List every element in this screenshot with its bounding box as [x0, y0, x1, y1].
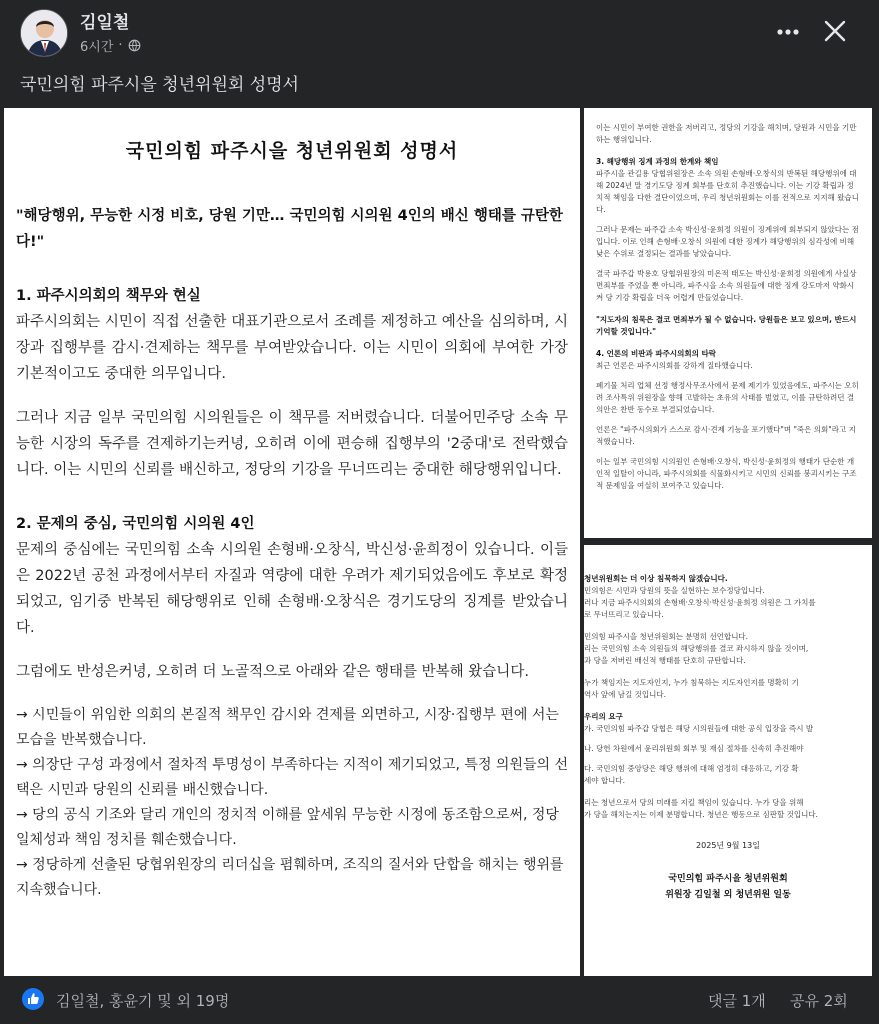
section-1-paragraph-2: 그러나 지금 일부 국민의힘 시의원들은 이 책무를 저버렸습니다. 더불어민주당 소속 무능한 시장의 독주를 견제하기는커녕, 오히려 이에 편승해 집행부의 '2중대'로 전락했습니다. 이는 시민의 신뢰를 배신하고, 정당의 기강을 무너뜨리는 중대한 해당행위입니다.	[16, 410, 568, 478]
section-3-paragraph-2: 그러나 문제는 파주갑 소속 박신성·윤희정 의원이 징계위에 회부되지 않았다는 점입니다. 이로 인해 손형배·오창식 의원에 대한 징계가 해당행위의 심각성에 비해 낮은 수위로 결정되는 결과를 낳았습니다.	[596, 225, 859, 258]
comments-count[interactable]: 댓글 1개	[708, 992, 766, 1010]
section-4-paragraph-3: 언론은 "파주시의회가 스스로 감시·견제 기능을 포기했다"며 "죽은 의회"라고 지적했습니다.	[596, 425, 856, 446]
page3-line: 역사 앞에 남길 것입니다.	[584, 690, 666, 699]
avatar-photo	[21, 10, 68, 57]
section-4-paragraph-1: 최근 언론은 파주시의회를 강하게 질타했습니다.	[596, 361, 753, 370]
bullet-item: → 의장단 구성 과정에서 절차적 투명성이 부족하다는 지적이 제기되었고, 특정 의원들의 선택은 시민과 당원의 신뢰를 배신했습니다.	[16, 757, 568, 798]
demand-item: 가. 국민의힘 파주갑 당협은 해당 시의원들에 대한 공식 입장을 즉시 발	[584, 724, 814, 733]
statement-page-1[interactable]	[4, 108, 580, 976]
page3-line: 누가 책임지는 지도자인지, 누가 침묵하는 지도자인지를 명확히 기	[584, 678, 799, 687]
post-caption: 국민의힘 파주시을 청년위원회 성명서	[20, 75, 299, 95]
bullet-item: → 당의 공식 기조와 달리 개인의 정치적 이해를 앞세워 무능한 시정에 동조함으로써, 정당 일체성과 책임 정치를 훼손했습니다.	[16, 807, 559, 848]
section-3-title: 3. 해당행위 징계 과정의 한계와 책임	[596, 157, 719, 166]
section-2-paragraph-1: 문제의 중심에는 국민의힘 소속 시의원 손형배·오창식, 박신성·윤희정이 있습니다. 이들은 2022년 공천 과정에서부터 자질과 역량에 대한 우려가 제기되었음에도 후보로 확정되었고, 임기중 반복된 해당행위로 인해 손형배·오창식은 경기도당의 징계를 받았습니다.	[16, 542, 568, 636]
section-4-paragraph-4: 이는 일부 국민의힘 시의원인 손형배·오창식, 박신성·윤희정의 행태가 단순한 개인적 일탈이 아니라, 파주시의회를 식물화시키고 시민의 신뢰를 붕괴시키는 구조적 문제임을 여실히 보여주고 있습니다.	[596, 457, 857, 490]
page3-line: 민의힘은 시민과 당원의 뜻을 실현하는 보수정당입니다.	[584, 586, 765, 595]
shares-count[interactable]: 공유 2회	[790, 992, 848, 1010]
demand-item: 나. 당헌 차원에서 윤리위원회 회부 및 재심 절차를 신속히 추진해야	[584, 744, 804, 753]
section-3-quote: "지도자의 침묵은 결코 면죄부가 될 수 없습니다. 당원들은 보고 있으며, 반드시 기억할 것입니다."	[596, 315, 857, 336]
more-options-button[interactable]	[770, 18, 806, 46]
page3-line: 로 무너뜨리고 있습니다.	[584, 610, 664, 619]
bullet-item: → 시민들이 위임한 의회의 본질적 책무인 감시와 견제를 외면하고, 시장·집행부 편에 서는 모습을 반복했습니다.	[16, 707, 559, 748]
section-2-paragraph-2: 그럼에도 반성은커녕, 오히려 더 노골적으로 아래와 같은 행태를 반복해 왔습니다.	[16, 664, 529, 680]
section-1-title: 1. 파주시의회의 책무와 현실	[16, 288, 201, 304]
demands-title: 우리의 요구	[584, 712, 623, 721]
page3-line: 청년위원회는 더 이상 침묵하지 않겠습니다.	[584, 574, 728, 583]
page3-line: 가 당을 해치는지는 이제 분명합니다. 청년은 행동으로 심판할 것입니다.	[584, 810, 818, 819]
page3-line: 리는 국민의힘 소속 의원들의 해당행위를 결코 좌시하지 않을 것이며,	[584, 644, 809, 653]
page3-line: 리는 청년으로서 당의 미래를 지킬 책임이 있습니다. 누가 당을 위해	[584, 798, 804, 807]
post-time[interactable]: 6시간	[80, 40, 114, 55]
signature-org: 국민의힘 파주시을 청년위원회	[668, 874, 788, 884]
section-3-paragraph-3: 결국 파주갑 박용호 당협위원장의 미온적 태도는 박신성·윤희정 의원에게 사실상 면죄부를 주었을 뿐 아니라, 파주시을 소속 의원들에 대한 징계 강도마저 약화시켜 당 기강 확립을 더욱 어렵게 만들었습니다.	[596, 269, 857, 302]
page3-line: 민의힘 파주시을 청년위원회는 분명히 선언합니다.	[584, 632, 749, 641]
author-name[interactable]: 김일철	[80, 13, 130, 33]
post-footer	[0, 976, 879, 1024]
statement-lead: "해당행위, 무능한 시정 비호, 당원 기만… 국민의힘 시의원 4인의 배신 행태를 규탄한다!"	[16, 208, 563, 250]
statement-page-3[interactable]	[584, 545, 872, 976]
close-icon	[818, 14, 852, 48]
more-dots-icon	[770, 18, 806, 46]
section-2-title: 2. 문제의 중심, 국민의힘 시의원 4인	[16, 516, 255, 532]
statement-title: 국민의힘 파주시을 청년위원회 성명서	[125, 140, 459, 162]
statement-date: 2025년 9월 13일	[696, 841, 760, 850]
thumbs-up-icon	[22, 988, 44, 1010]
section-4-paragraph-2: 폐기물 처리 업체 선정 행정사무조사에서 문제 제기가 있었음에도, 파주시는 오히려 조사특위 위원장을 향해 고발하는 초유의 사태를 벌였고, 이를 규탄하려던 결의안은 찬반 동수로 부결되었습니다.	[596, 381, 859, 414]
reactions-summary[interactable]: 김일철, 홍윤기 및 외 19명	[56, 992, 230, 1010]
like-reaction-icon[interactable]	[22, 988, 44, 1010]
page2-intro: 이는 시민이 부여한 권한을 저버리고, 정당의 기강을 해치며, 당원과 시민을 기만하는 행위입니다.	[596, 123, 857, 144]
page3-line: 과 당을 저버린 배신적 행태를 단호히 규탄합니다.	[584, 656, 746, 665]
post-meta	[80, 36, 141, 55]
author-avatar[interactable]	[20, 9, 68, 57]
page3-line: 러나 지금 파주시의회의 손형배·오창식·박신성·윤희정 의원은 그 가치를	[584, 598, 816, 607]
page3-line: 세야 합니다.	[584, 776, 625, 785]
globe-icon	[128, 39, 141, 52]
signature-name: 위원장 김일철 외 청년위원 일동	[665, 890, 791, 900]
statement-page-2[interactable]	[584, 108, 872, 538]
bullet-item: → 정당하게 선출된 당협위원장의 리더십을 폄훼하며, 조직의 질서와 단합을 해치는 행위를 지속했습니다.	[16, 857, 564, 898]
section-3-paragraph-1: 파주시을 관길용 당협위원장은 소속 의원 손형배·오창식의 반복된 해당행위에 대해 2024년 말 경기도당 징계 회부를 단호히 추진했습니다. 이는 기강 확립과 정치적 책임을 다한 결단이었으며, 우리 청년위원회는 이를 전적으로 지지해 왔습니다.	[596, 169, 859, 214]
section-4-title: 4. 언론의 비판과 파주시의회의 타락	[596, 349, 716, 358]
separator-dot: ·	[118, 38, 123, 53]
post-header	[0, 0, 879, 108]
close-button[interactable]	[818, 14, 852, 48]
section-1-paragraph-1: 파주시의회는 시민이 직접 선출한 대표기관으로서 조례를 제정하고 예산을 심의하며, 시장과 집행부를 감시·견제하는 책무를 부여받았습니다. 이는 시민이 의회에 부여한 가장 기본적이고도 중대한 의무입니다.	[16, 314, 568, 382]
demand-item: 다. 국민의힘 중앙당은 해당 행위에 대해 엄정히 대응하고, 기강 확	[584, 764, 799, 773]
